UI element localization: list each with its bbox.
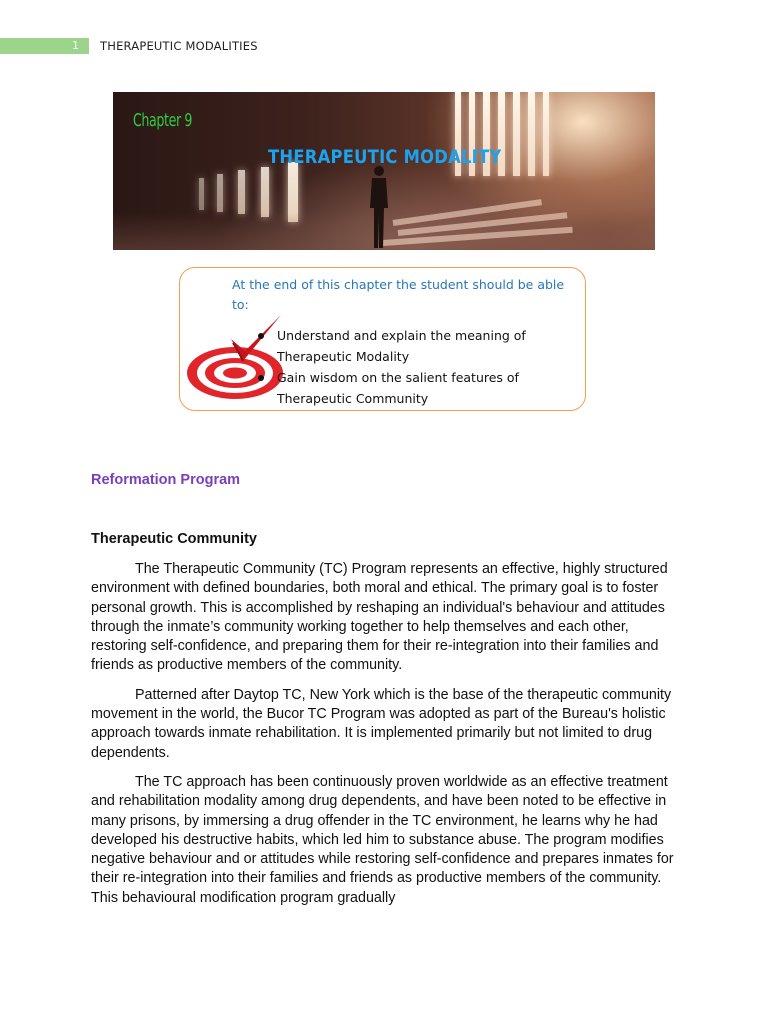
chapter-banner	[113, 92, 655, 250]
light-bar	[513, 92, 520, 176]
light-bar	[528, 92, 535, 176]
chapter-title: THERAPEUTIC MODALITY	[268, 146, 502, 168]
paragraph: The TC approach has been continuously proven worldwide as an effective treatment and rehabilitation modality among drug dependents, and have been noted to be effective in many prisons, by immersing a drug offender in the TC environment, he learns why he had developed his destructive habits, which led him to substance abuse. The program modifies negative behaviour and or attitudes while restoring self-confidence and prepares inmates for their re-integration into their families and friends as productive members of the community. This behavioural modification program gradually	[91, 773, 674, 906]
bullet-icon	[258, 333, 264, 339]
light-bar	[543, 92, 549, 176]
person-silhouette-icon	[366, 164, 392, 250]
section-heading: Reformation Program	[91, 472, 241, 488]
light-bar	[217, 174, 223, 212]
light-bar	[199, 178, 204, 210]
running-title: THERAPEUTIC MODALITIES	[100, 39, 258, 53]
page-number: 1	[72, 39, 79, 52]
objectives-intro: At the end of this chapter the student should be able to:	[232, 277, 565, 312]
objective-item	[258, 368, 558, 409]
chapter-label: Chapter 9	[133, 110, 193, 131]
objective-item	[258, 326, 558, 367]
objectives-list	[258, 326, 558, 410]
paragraph: The Therapeutic Community (TC) Program represents an effective, highly structured environment with defined boundaries, both moral and ethical. The primary goal is to foster personal growth. This is accomplished by reshaping an individual's behaviour and attitudes through the inmate’s community working together to help themselves and each other, restoring self-confidence, and preparing them for their re-integration into their families and friends as productive members of the community.	[91, 561, 668, 674]
paragraph: Patterned after Daytop TC, New York which is the base of the therapeutic community movement in the world, the Bucor TC Program was adopted as part of the Bureau's holistic approach towards inmate rehabilitation. It is implemented primarily but not limited to drug dependents.	[91, 686, 672, 761]
objective-text: Understand and explain the meaning of Therapeutic Modality	[277, 328, 526, 364]
light-bar	[238, 170, 245, 214]
bullet-icon	[258, 375, 264, 381]
body-text	[91, 560, 682, 918]
light-bar	[261, 167, 269, 217]
objective-text: Gain wisdom on the salient features of Therapeutic Community	[277, 370, 519, 406]
page-number-badge	[0, 38, 89, 54]
sub-heading: Therapeutic Community	[91, 531, 257, 547]
